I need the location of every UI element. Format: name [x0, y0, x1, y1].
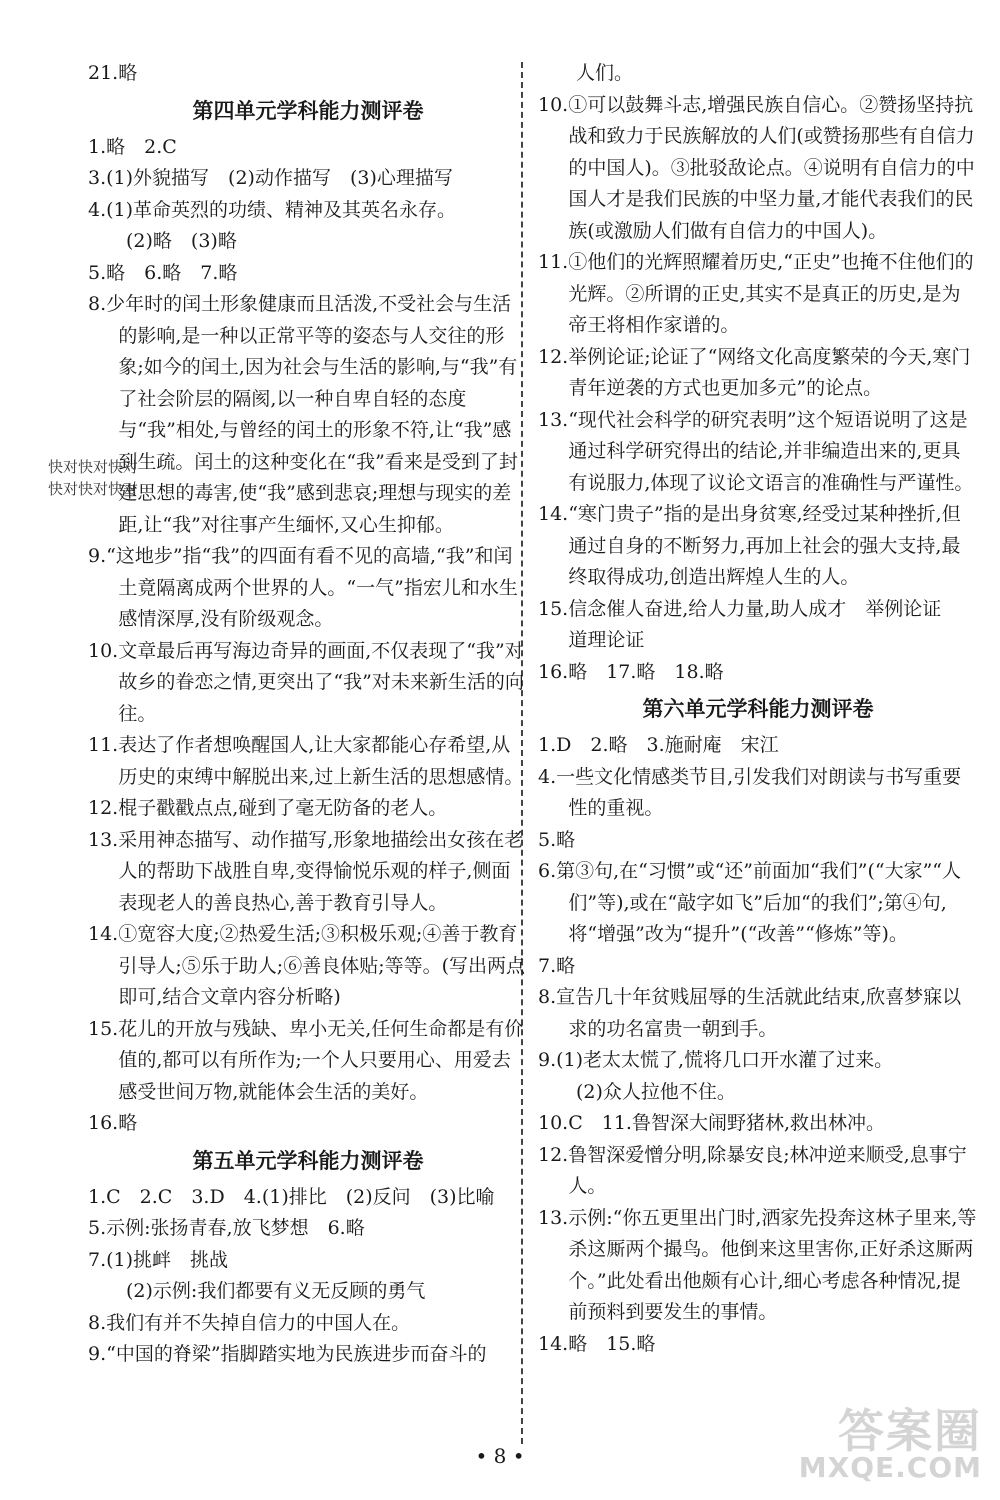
watermark-logo: 答案圈	[838, 1404, 982, 1458]
answer-item: 15.信念催人奋进,给人力量,助人成才 举例论证 道理论证	[538, 597, 961, 651]
answer-subitem: (2)示例:我们都要有义无反顾的勇气	[126, 1280, 426, 1302]
page-number: • 8 •	[475, 1444, 525, 1468]
answer-item: 9.(1)老太太慌了,慌将几口开水灌了过来。	[538, 1049, 894, 1071]
answer-item: 1.C 2.C 3.D 4.(1)排比 (2)反问 (3)比喻	[88, 1185, 495, 1208]
watermark	[798, 1404, 982, 1484]
answer-item: 10.①可以鼓舞斗志,增强民族自信心。②赞扬坚持抗战和致力于民族解放的人们(或赞扬那些有自信力的中国人)。③批驳敌论点。④说明有自信力的中国人才是我们民族的中坚力量,才能代表我们的民族(或激励人们做有自信力的中国人)。	[538, 93, 975, 242]
answer-item: 11.①他们的光辉照耀着历史,“正史”也掩不住他们的光辉。②所谓的正史,其实不是真正的历史,是为帝王将相作家谱的。	[538, 251, 974, 336]
answer-continuation: 人们。	[576, 62, 634, 84]
answer-item: 14.略 15.略	[538, 1332, 656, 1355]
answer-item: 14.“寒门贵子”指的是出身贫寒,经受过某种挫折,但通过自身的不断努力,再加上社会的强大支持,最终取得成功,创造出辉煌人生的人。	[538, 503, 961, 588]
answer-item: 9.“中国的脊梁”指脚踏实地为民族进步而奋斗的	[88, 1343, 487, 1365]
section-title: 第五单元学科能力测评卷	[192, 1148, 424, 1173]
answer-item: 1.略 2.C	[88, 135, 177, 158]
margin-note: 快对快对快对	[48, 458, 139, 476]
answer-item: 13.采用神态描写、动作描写,形象地描绘出女孩在老人的帮助下战胜自卑,变得愉悦乐观的样子,侧面表现老人的善良热心,善于教育引导人。	[88, 828, 524, 914]
answer-item: 14.①宽容大度;②热爱生活;③积极乐观;④善于教育引导人;⑤乐于助人;⑥善良体贴;等等。(写出两点即可,结合文章内容分析略)	[88, 923, 526, 1008]
answer-item: 8.宣告几十年贫贱屈辱的生活就此结束,欣喜梦寐以求的功名富贵一朝到手。	[538, 986, 962, 1040]
answer-item: 12.棍子戳戳点点,碰到了毫无防备的老人。	[88, 797, 448, 819]
answer-item: 10.C 11.鲁智深大闹野猪林,救出林冲。	[538, 1112, 886, 1134]
right-column	[538, 58, 978, 1360]
answer-item: 6.第③句,在“习惯”或“还”前面加“我们”(“大家”“人们”等),或在“敲字如飞”后加“的我们”;第④句,将“增强”改为“提升”(“改善”“修炼”等)。	[538, 860, 962, 945]
margin-note: 快对快对快对	[48, 480, 139, 498]
answer-item: 10.文章最后再写海边奇异的画面,不仅表现了“我”对故乡的眷恋之情,更突出了“我”对未来新生活的向往。	[88, 639, 524, 725]
section-title: 第六单元学科能力测评卷	[642, 697, 874, 721]
answer-item: 1.D 2.略 3.施耐庵 宋江	[538, 734, 779, 756]
answer-item: 13.“现代社会科学的研究表明”这个短语说明了这是通过科学研究得出的结论,并非编造出来的,更具有说服力,体现了议论文语言的准确性与严谨性。	[538, 408, 974, 494]
watermark-url: MXQE.COM	[798, 1451, 982, 1484]
answer-item: 16.略 17.略 18.略	[538, 660, 724, 683]
answer-item: 7.(1)挑衅 挑战	[88, 1248, 229, 1271]
answer-item: 15.花儿的开放与残缺、卑小无关,任何生命都是有价值的,都可以有所作为;一个人只要用心、用爱去感受世间万物,就能体会生活的美好。	[88, 1017, 524, 1103]
answer-item: 8.少年时的闰土形象健康而且活泼,不受社会与生活的影响,是一种以正常平等的姿态与人交往的形象;如今的闰土,因为社会与生活的影响,与“我”有了社会阶层的隔阂,以一种自卑自轻的态度与“我”相处,与曾经的闰土的形象不符,让“我”感到生疏。闰土的这种变化在“我”看来是受到了封建思想的毒害,使“我”感到悲哀;理想与现实的差距,让“我”对往事产生缅怀,又心生抑郁。	[88, 293, 518, 536]
answer-item: 13.示例:“你五更里出门时,洒家先投奔这林子里来,等杀这厮两个撮鸟。他倒来这里害你,正好杀这厮两个。”此处看出他颇有心计,细心考虑各种情况,提前预料到要发生的事情。	[538, 1206, 977, 1323]
answer-item: 16.略	[88, 1112, 138, 1134]
answer-item: 4.一些文化情感类节目,引发我们对朗读与书写重要性的重视。	[538, 765, 962, 819]
answer-item: 3.(1)外貌描写 (2)动作描写 (3)心理描写	[88, 167, 453, 189]
section-title: 第四单元学科能力测评卷	[192, 98, 424, 123]
answer-subitem: (2)众人拉他不住。	[576, 1080, 736, 1103]
answer-item: 11.表达了作者想唤醒国人,让大家都能心存希望,从历史的束缚中解脱出来,过上新生活的思想感情。	[88, 734, 524, 788]
answer-subitem: (2)略 (3)略	[126, 230, 237, 252]
answer-item: 4.(1)革命英烈的功绩、精神及其英名永存。	[88, 198, 457, 221]
answer-item: 5.略 6.略 7.略	[88, 261, 238, 284]
answer-item: 21.略	[88, 62, 138, 84]
answer-item: 8.我们有并不失掉自信力的中国人在。	[88, 1311, 411, 1334]
left-column	[88, 58, 528, 1371]
answer-item: 7.略	[538, 954, 576, 977]
answer-item: 12.鲁智深爱憎分明,除暴安良;林冲逆来顺受,息事宁人。	[538, 1143, 967, 1197]
answer-item: 12.举例论证;论证了“网络文化高度繁荣的今天,寒门青年逆袭的方式也更加多元”的论点。	[538, 345, 971, 399]
answer-item: 5.示例:张扬青春,放飞梦想 6.略	[88, 1217, 365, 1239]
answer-item: 9.“这地步”指“我”的四面有看不见的高墙,“我”和闰土竟隔离成两个世界的人。“一气”指宏儿和水生感情深厚,没有阶级观念。	[88, 545, 518, 630]
answer-item: 5.略	[538, 828, 576, 851]
